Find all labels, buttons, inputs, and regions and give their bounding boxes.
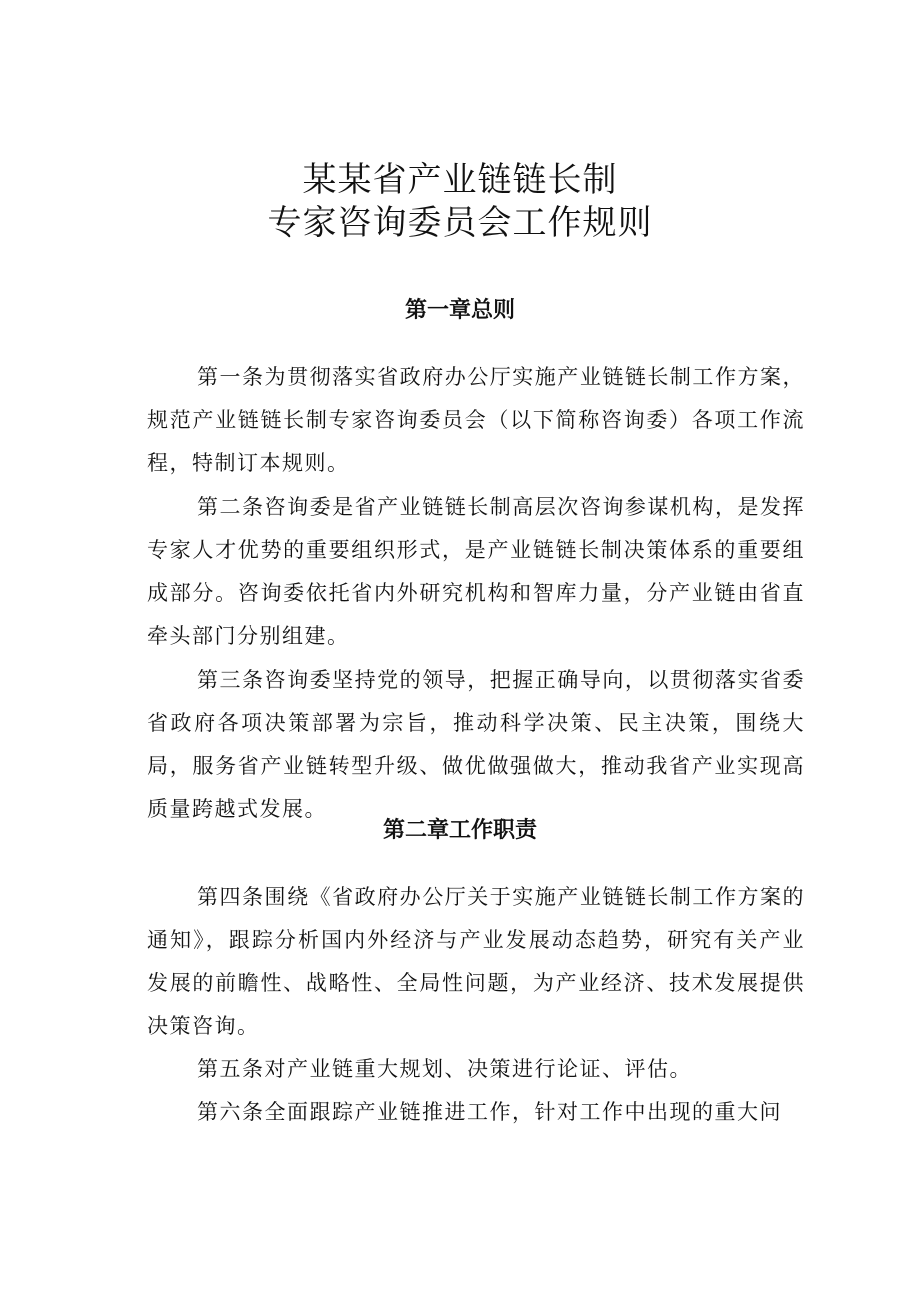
- chapter-heading-2: 第二章工作职责: [382, 818, 537, 843]
- article-paragraph: 第二条咨询委是省产业链链长制高层次咨询参谋机构，是发挥专家人才优势的重要组织形式，是产业链链长制决策体系的重要组成部分。咨询委依托省内外研究机构和智库力量，分产业链由省直牵头部门分别组建。: [147, 495, 805, 648]
- document-title-line-2: 专家咨询委员会工作规则: [267, 203, 653, 243]
- article-paragraph: 第六条全面跟踪产业链推进工作，针对工作中出现的重大问: [197, 1100, 782, 1124]
- article-paragraph: 第四条围绕《省政府办公厅关于实施产业链链长制工作方案的通知》，跟踪分析国内外经济与产业发展动态趋势，研究有关产业发展的前瞻性、战略性、全局性问题，为产业经济、技术发展提供决策咨询。: [147, 885, 805, 1038]
- chapter-heading-1: 第一章总则: [404, 298, 515, 323]
- article-paragraph: 第三条咨询委坚持党的领导，把握正确导向，以贯彻落实省委省政府各项决策部署为宗旨，推动科学决策、民主决策，围绕大局，服务省产业链转型升级、做优做强做大，推动我省产业实现高质量跨越式发展。: [147, 668, 805, 821]
- article-paragraph: 第五条对产业链重大规划、决策进行论证、评估。: [197, 1057, 692, 1081]
- article-paragraph: 第一条为贯彻落实省政府办公厅实施产业链链长制工作方案，规范产业链链长制专家咨询委员会（以下简称咨询委）各项工作流程，特制订本规则。: [147, 365, 805, 475]
- document-title-line-1: 某某省产业链链长制: [302, 160, 618, 200]
